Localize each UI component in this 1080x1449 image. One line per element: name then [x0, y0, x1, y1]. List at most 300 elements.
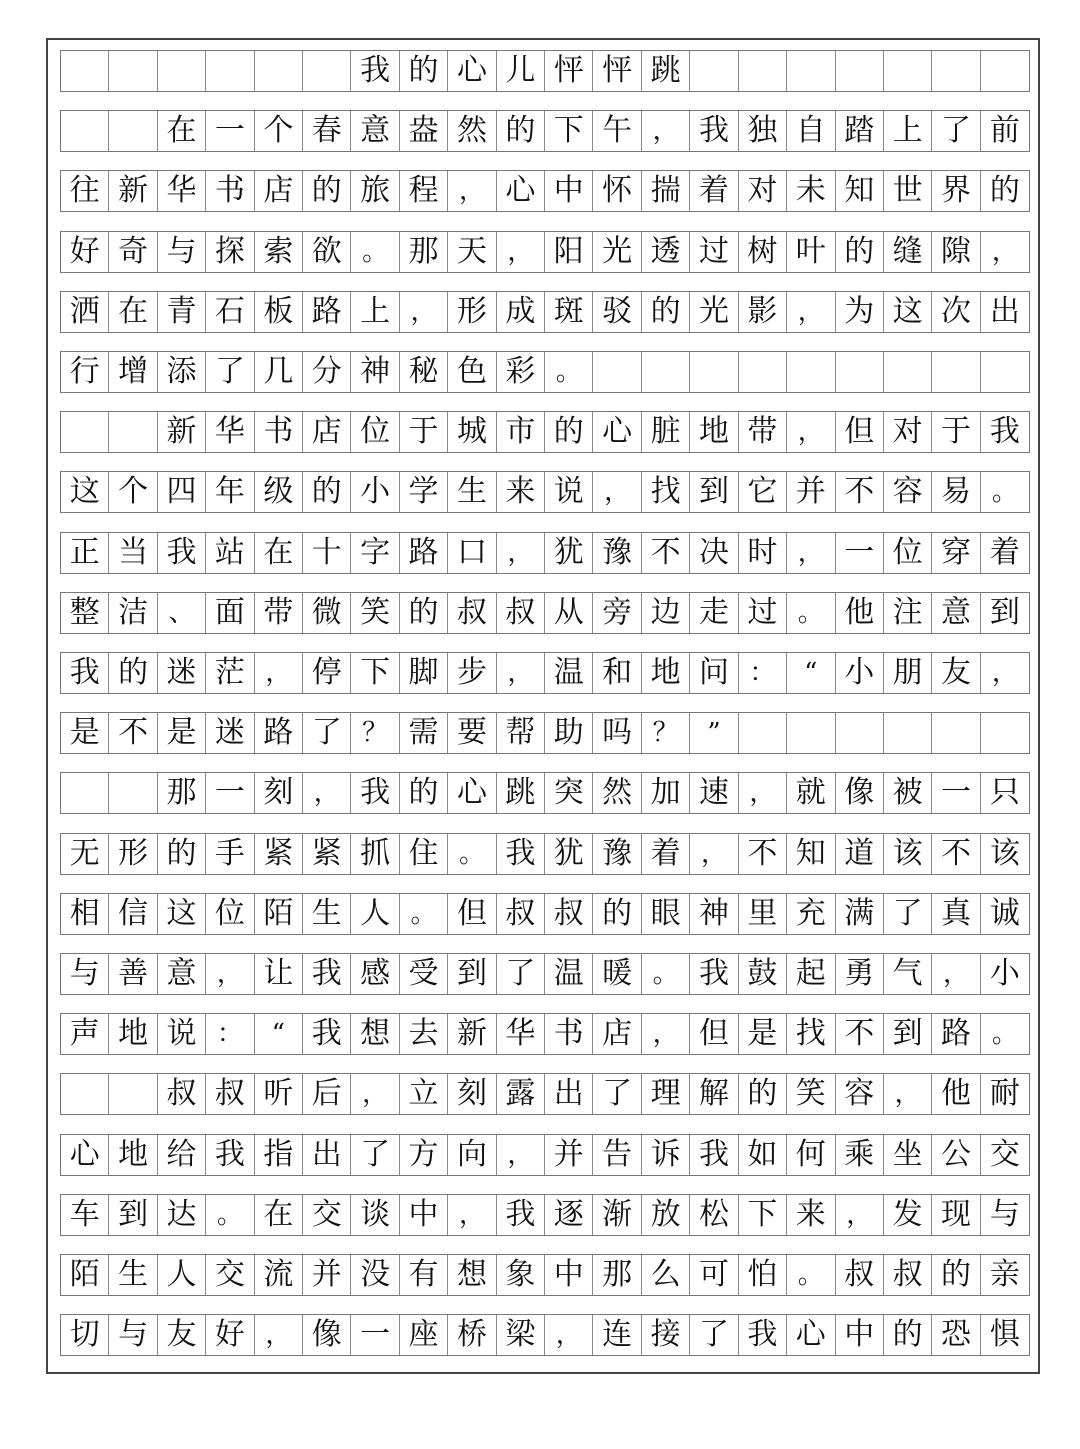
grid-cell: 易: [932, 472, 980, 512]
title-row: [60, 50, 1030, 92]
grid-cell: 公: [932, 1135, 980, 1175]
grid-cell: 想: [351, 1014, 399, 1054]
grid-cell: ，: [400, 292, 448, 332]
grid-cell: 新: [158, 412, 206, 452]
grid-cell: 从: [545, 593, 593, 633]
grid-cell: 吗: [593, 713, 641, 753]
grid-cell: 向: [448, 1135, 496, 1175]
grid-cell: ，: [642, 111, 690, 151]
grid-cell: 如: [739, 1135, 787, 1175]
grid-cell: ，: [836, 1195, 884, 1235]
grid-cell: 手: [206, 834, 254, 874]
grid-cell: 可: [690, 1255, 738, 1295]
grid-cell: 该: [884, 834, 932, 874]
grid-cell: 独: [739, 111, 787, 151]
grid-cell: 对: [884, 412, 932, 452]
grid-cell: 市: [497, 412, 545, 452]
grid-cell: 地: [109, 1135, 157, 1175]
grid-cell: 笑: [787, 1074, 835, 1114]
grid-cell: 。: [642, 954, 690, 994]
grid-cell: 助: [545, 713, 593, 753]
grid-cell: 到: [884, 1014, 932, 1054]
grid-cell: 正: [61, 533, 109, 573]
grid-cell: [981, 713, 1029, 753]
grid-row: [60, 1254, 1030, 1296]
grid-cell: ，: [351, 1074, 399, 1114]
grid-row: [60, 170, 1030, 212]
grid-cell: ，: [255, 653, 303, 693]
grid-cell: [61, 51, 109, 91]
grid-cell: 了: [593, 1074, 641, 1114]
grid-cell: 怦: [545, 51, 593, 91]
grid-row: [60, 1194, 1030, 1236]
grid-cell: 怀: [593, 171, 641, 211]
grid-cell: 行: [61, 352, 109, 392]
grid-cell: 口: [448, 533, 496, 573]
grid-row: [60, 351, 1030, 393]
grid-cell: 下: [545, 111, 593, 151]
grid-cell: 欲: [303, 232, 351, 272]
grid-cell: ，: [787, 533, 835, 573]
grid-cell: [981, 352, 1029, 392]
grid-cell: 春: [303, 111, 351, 151]
grid-cell: 象: [497, 1255, 545, 1295]
grid-cell: 过: [739, 593, 787, 633]
grid-cell: 我: [739, 1315, 787, 1355]
grid-cell: 不: [739, 834, 787, 874]
grid-cell: 书: [545, 1014, 593, 1054]
grid-cell: 未: [787, 171, 835, 211]
grid-cell: 受: [400, 954, 448, 994]
grid-cell: 刻: [255, 773, 303, 813]
grid-cell: 影: [739, 292, 787, 332]
grid-cell: 像: [303, 1315, 351, 1355]
grid-cell: 茫: [206, 653, 254, 693]
grid-cell: 容: [884, 472, 932, 512]
grid-cell: [206, 51, 254, 91]
grid-cell: 好: [206, 1315, 254, 1355]
grid-cell: 里: [739, 894, 787, 934]
grid-cell: 的: [739, 1074, 787, 1114]
grid-cell: 让: [255, 954, 303, 994]
grid-cell: 不: [932, 834, 980, 874]
grid-cell: 后: [303, 1074, 351, 1114]
grid-cell: 怦: [593, 51, 641, 91]
grid-cell: 的: [593, 894, 641, 934]
grid-cell: 是: [739, 1014, 787, 1054]
grid-cell: 不: [836, 472, 884, 512]
grid-cell: 的: [642, 292, 690, 332]
grid-cell: 当: [109, 533, 157, 573]
grid-cell: 树: [739, 232, 787, 272]
grid-cell: 个: [109, 472, 157, 512]
grid-cell: 人: [351, 894, 399, 934]
grid-cell: 级: [255, 472, 303, 512]
grid-cell: 决: [690, 533, 738, 573]
grid-cell: 了: [497, 954, 545, 994]
grid-cell: 程: [400, 171, 448, 211]
grid-cell: 帮: [497, 713, 545, 753]
grid-cell: 渐: [593, 1195, 641, 1235]
grid-cell: 。: [400, 894, 448, 934]
grid-cell: 这: [158, 894, 206, 934]
grid-cell: 跳: [642, 51, 690, 91]
grid-cell: 下: [739, 1195, 787, 1235]
grid-cell: 耐: [989, 1076, 1020, 1112]
grid-cell: [255, 51, 303, 91]
grid-cell: 信: [109, 894, 157, 934]
grid-cell: 小: [351, 472, 399, 512]
grid-cell: ？: [642, 713, 690, 753]
grid-cell: 犹: [545, 834, 593, 874]
grid-cell: 交: [989, 1136, 1020, 1172]
grid-cell: 叔: [497, 894, 545, 934]
grid-cell: 的: [989, 173, 1020, 209]
grid-cell: 位: [206, 894, 254, 934]
grid-cell: 小: [989, 956, 1020, 991]
grid-cell: [109, 412, 157, 452]
grid-cell: [739, 713, 787, 753]
grid-cell: 刻: [448, 1074, 496, 1114]
grid-cell: 那: [158, 773, 206, 813]
grid-cell: 友: [932, 653, 980, 693]
grid-cell: 界: [932, 171, 980, 211]
grid-cell: 我: [989, 414, 1020, 450]
grid-cell: 穿: [932, 533, 980, 573]
grid-cell: 那: [400, 232, 448, 272]
grid-cell: ：: [739, 653, 787, 693]
grid-cell: ，: [787, 292, 835, 332]
grid-cell: 暖: [593, 954, 641, 994]
grid-cell: 上: [884, 111, 932, 151]
grid-cell: 阳: [545, 232, 593, 272]
grid-cell: 步: [448, 653, 496, 693]
grid-cell: 只: [989, 775, 1020, 811]
grid-cell: 眼: [642, 894, 690, 934]
grid-cell: 理: [642, 1074, 690, 1114]
grid-cell: 四: [158, 472, 206, 512]
grid-cell: 但: [690, 1014, 738, 1054]
grid-cell: 温: [545, 954, 593, 994]
grid-cell: 与: [109, 1315, 157, 1355]
grid-cell: 几: [255, 352, 303, 392]
grid-row: [60, 471, 1030, 513]
grid-cell: 世: [884, 171, 932, 211]
grid-cell: [884, 352, 932, 392]
grid-cell: 温: [545, 653, 593, 693]
grid-cell: 到: [989, 594, 1020, 630]
grid-cell: ，: [497, 232, 545, 272]
grid-cell: 石: [206, 292, 254, 332]
grid-cell: 带: [255, 593, 303, 633]
grid-cell: 地: [642, 653, 690, 693]
grid-cell: 。: [991, 1019, 1018, 1050]
grid-cell: 的: [109, 653, 157, 693]
grid-cell: 交: [303, 1195, 351, 1235]
grid-cell: ，: [497, 1135, 545, 1175]
grid-cell: 突: [545, 773, 593, 813]
grid-cell: 在: [255, 1195, 303, 1235]
grid-cell: ，: [932, 954, 980, 994]
grid-cell: 书: [255, 412, 303, 452]
grid-cell: 中: [545, 171, 593, 211]
grid-cell: 透: [642, 232, 690, 272]
grid-cell: ，: [448, 171, 496, 211]
grid-cell: 字: [351, 533, 399, 573]
grid-cell: 说: [158, 1014, 206, 1054]
grid-cell: 并: [545, 1135, 593, 1175]
grid-cell: 好: [61, 232, 109, 272]
grid-cell: [593, 352, 641, 392]
grid-cell: 座: [400, 1315, 448, 1355]
grid-cell: 但: [448, 894, 496, 934]
grid-cell: 和: [593, 653, 641, 693]
grid-cell: 斑: [545, 292, 593, 332]
grid-cell: [690, 51, 738, 91]
grid-cell: 勇: [836, 954, 884, 994]
grid-cell: 我: [690, 954, 738, 994]
grid-cell: 像: [836, 773, 884, 813]
grid-cell: 生: [448, 472, 496, 512]
grid-cell: 缝: [884, 232, 932, 272]
grid-cell: 对: [739, 171, 787, 211]
grid-cell: [787, 51, 835, 91]
grid-cell: 诉: [642, 1135, 690, 1175]
grid-cell: 想: [448, 1255, 496, 1295]
grid-cell: ，: [255, 1315, 303, 1355]
grid-cell: 路: [303, 292, 351, 332]
grid-cell: [61, 111, 109, 151]
grid-cell: 么: [642, 1255, 690, 1295]
grid-cell: ”: [690, 713, 738, 753]
grid-cell: 充: [787, 894, 835, 934]
grid-cell: 次: [932, 292, 980, 332]
grid-cell: 新: [448, 1014, 496, 1054]
grid-cell: 彩: [497, 352, 545, 392]
grid-cell: 站: [206, 533, 254, 573]
grid-cell: 出: [989, 293, 1020, 329]
grid-cell: 。: [787, 1255, 835, 1295]
grid-cell: 然: [593, 773, 641, 813]
grid-cell: 紧: [255, 834, 303, 874]
grid-cell: 到: [448, 954, 496, 994]
grid-cell: 踏: [836, 111, 884, 151]
grid-cell: 问: [690, 653, 738, 693]
grid-cell: 来: [497, 472, 545, 512]
grid-cell: 陌: [255, 894, 303, 934]
grid-cell: 面: [206, 593, 254, 633]
grid-row: [60, 411, 1030, 453]
grid-cell: 给: [158, 1135, 206, 1175]
grid-cell: 解: [690, 1074, 738, 1114]
grid-cell: 微: [303, 593, 351, 633]
grid-cell: 的: [932, 1255, 980, 1295]
grid-cell: 诚: [989, 895, 1020, 931]
grid-cell: 何: [787, 1135, 835, 1175]
grid-cell: 位: [351, 412, 399, 452]
grid-cell: 的: [497, 111, 545, 151]
grid-cell: 。: [351, 232, 399, 272]
grid-cell: 加: [642, 773, 690, 813]
grid-cell: 指: [255, 1135, 303, 1175]
grid-cell: 店: [593, 1014, 641, 1054]
grid-cell: 了: [690, 1315, 738, 1355]
grid-cell: 的: [400, 593, 448, 633]
grid-cell: 交: [206, 1255, 254, 1295]
grid-cell: 需: [400, 713, 448, 753]
grid-cell: 我: [351, 51, 399, 91]
grid-cell: [109, 51, 157, 91]
grid-cell: 叔: [884, 1255, 932, 1295]
grid-cell: 在: [158, 111, 206, 151]
grid-cell: 听: [255, 1074, 303, 1114]
grid-cell: 路: [932, 1014, 980, 1054]
grid-cell: 。: [448, 834, 496, 874]
grid-cell: 我: [206, 1135, 254, 1175]
grid-cell: [981, 51, 1029, 91]
grid-cell: 的: [545, 412, 593, 452]
grid-cell: 一: [836, 533, 884, 573]
grid-cell: 朋: [884, 653, 932, 693]
grid-cell: 前: [989, 113, 1020, 149]
grid-cell: 路: [255, 713, 303, 753]
grid-cell: 揣: [642, 171, 690, 211]
grid-cell: 城: [448, 412, 496, 452]
grid-cell: ，: [303, 773, 351, 813]
grid-cell: 地: [690, 412, 738, 452]
grid-cell: 心: [593, 412, 641, 452]
grid-cell: 友: [158, 1315, 206, 1355]
grid-cell: 的: [303, 472, 351, 512]
grid-cell: 心: [448, 51, 496, 91]
grid-cell: 知: [836, 171, 884, 211]
grid-cell: 新: [109, 171, 157, 211]
grid-cell: 速: [690, 773, 738, 813]
grid-cell: [787, 713, 835, 753]
grid-cell: 但: [836, 412, 884, 452]
grid-cell: 儿: [497, 51, 545, 91]
grid-cell: 怕: [739, 1255, 787, 1295]
grid-cell: 边: [642, 593, 690, 633]
grid-cell: 了: [932, 111, 980, 151]
grid-cell: 桥: [448, 1315, 496, 1355]
grid-cell: 不: [109, 713, 157, 753]
grid-cell: 犹: [545, 533, 593, 573]
grid-cell: 中: [836, 1315, 884, 1355]
grid-cell: 去: [400, 1014, 448, 1054]
grid-cell: 停: [303, 653, 351, 693]
grid-cell: 意: [932, 593, 980, 633]
grid-cell: 叔: [206, 1074, 254, 1114]
grid-cell: 驳: [593, 292, 641, 332]
grid-cell: 逐: [545, 1195, 593, 1235]
grid-row: [60, 532, 1030, 574]
grid-cell: 迷: [206, 713, 254, 753]
grid-cell: ，: [991, 658, 1018, 688]
grid-cell: 注: [884, 593, 932, 633]
grid-cell: 一: [932, 773, 980, 813]
grid-cell: 。: [545, 352, 593, 392]
grid-cell: 带: [739, 412, 787, 452]
grid-row: [60, 110, 1030, 152]
grid-cell: 秘: [400, 352, 448, 392]
grid-cell: 抓: [351, 834, 399, 874]
grid-cell: 现: [932, 1195, 980, 1235]
grid-cell: 方: [400, 1135, 448, 1175]
grid-cell: [303, 51, 351, 91]
grid-cell: 告: [593, 1135, 641, 1175]
grid-cell: 着: [642, 834, 690, 874]
grid-cell: 知: [787, 834, 835, 874]
grid-cell: [109, 111, 157, 151]
grid-cell: 洒: [61, 292, 109, 332]
grid-cell: 年: [206, 472, 254, 512]
grid-cell: 找: [642, 472, 690, 512]
grid-cell: 自: [787, 111, 835, 151]
grid-cell: [61, 773, 109, 813]
grid-cell: 起: [787, 954, 835, 994]
grid-cell: ，: [991, 236, 1018, 267]
grid-cell: 并: [787, 472, 835, 512]
grid-cell: 一: [351, 1315, 399, 1355]
grid-cell: 叔: [448, 593, 496, 633]
grid-cell: 奇: [109, 232, 157, 272]
grid-cell: 他: [932, 1074, 980, 1114]
grid-cell: ，: [884, 1074, 932, 1114]
grid-cell: 添: [158, 352, 206, 392]
grid-cell: 洁: [109, 593, 157, 633]
grid-cell: 满: [836, 894, 884, 934]
grid-cell: 整: [61, 593, 109, 633]
grid-row: [60, 1314, 1030, 1356]
grid-cell: [836, 713, 884, 753]
grid-cell: 并: [303, 1255, 351, 1295]
grid-cell: 这: [61, 472, 109, 512]
grid-cell: 松: [690, 1195, 738, 1235]
grid-cell: 迷: [158, 653, 206, 693]
grid-cell: 的: [884, 1315, 932, 1355]
grid-cell: 叔: [545, 894, 593, 934]
grid-cell: 跳: [497, 773, 545, 813]
grid-cell: 隙: [932, 232, 980, 272]
grid-cell: 。: [206, 1195, 254, 1235]
grid-cell: 我: [690, 111, 738, 151]
grid-cell: 发: [884, 1195, 932, 1235]
grid-cell: ，: [642, 1014, 690, 1054]
grid-cell: 午: [593, 111, 641, 151]
grid-cell: 心: [61, 1135, 109, 1175]
grid-cell: 光: [690, 292, 738, 332]
grid-cell: 道: [836, 834, 884, 874]
grid-cell: 中: [400, 1195, 448, 1235]
grid-cell: 感: [351, 954, 399, 994]
grid-cell: ，: [497, 653, 545, 693]
grid-cell: 他: [836, 593, 884, 633]
grid-cell: 于: [932, 412, 980, 452]
grid-cell: 露: [497, 1074, 545, 1114]
grid-cell: 的: [400, 51, 448, 91]
grid-cell: [836, 51, 884, 91]
grid-cell: 然: [448, 111, 496, 151]
grid-cell: ，: [690, 834, 738, 874]
grid-cell: 该: [989, 835, 1020, 871]
grid-cell: [836, 352, 884, 392]
grid-cell: 在: [109, 292, 157, 332]
grid-cell: 色: [448, 352, 496, 392]
grid-cell: 叶: [787, 232, 835, 272]
grid-cell: 就: [787, 773, 835, 813]
grid-cell: 脚: [400, 653, 448, 693]
